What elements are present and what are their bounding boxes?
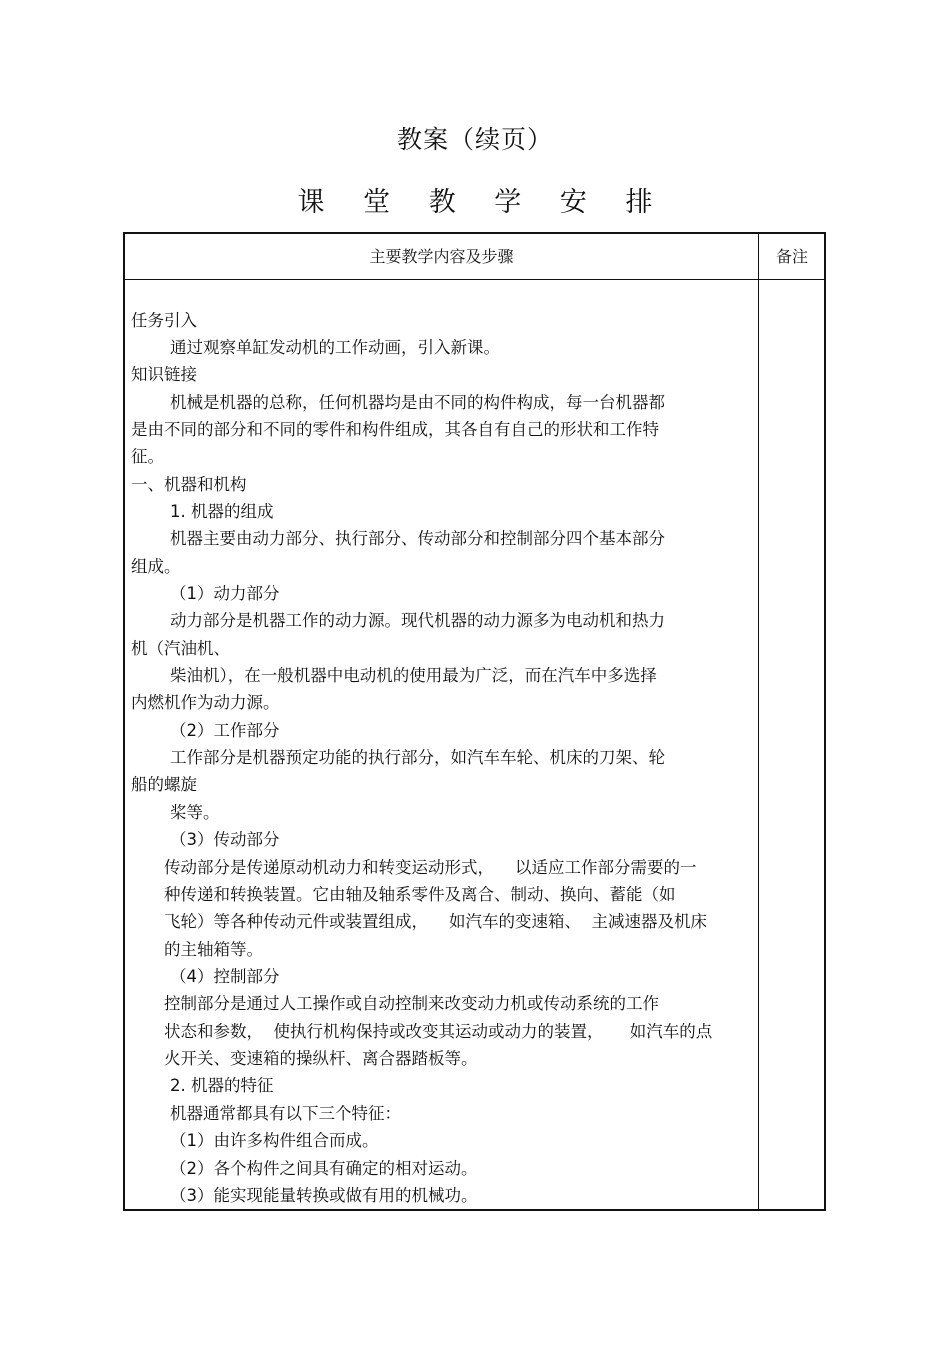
content-line: 1. 机器的组成 bbox=[170, 502, 274, 521]
content-line: 2. 机器的特征 bbox=[170, 1076, 274, 1095]
header-divider bbox=[125, 279, 824, 280]
content-line: 的主轴箱等。 bbox=[164, 940, 263, 959]
content-line: 种传递和转换装置。它由轴及轴系零件及离合、制动、换向、蓄能（如 bbox=[164, 885, 676, 904]
column-divider bbox=[758, 234, 759, 1209]
content-line: （2）各个构件之间具有确定的相对运动。 bbox=[170, 1159, 478, 1178]
page-title: 教案（续页） bbox=[396, 125, 553, 154]
content-line: （4）控制部分 bbox=[170, 967, 280, 986]
content-line: 控制部分是通过人工操作或自动控制来改变动力机或传动系统的工作 bbox=[164, 994, 659, 1013]
content-line: （3）能实现能量转换或做有用的机械功。 bbox=[170, 1186, 478, 1205]
content-line: 机（汽油机、 bbox=[131, 639, 230, 658]
section-title: 课 堂 教 学 安 排 bbox=[297, 187, 668, 218]
content-line: 动力部分是机器工作的动力源。现代机器的动力源多为电动机和热力 bbox=[170, 611, 665, 630]
content-line: 状态和参数， 使执行机构保持或改变其运动或动力的装置， 如汽车的点 bbox=[164, 1022, 713, 1041]
content-line: 柴油机），在一般机器中电动机的使用最为广泛，而在汽车中多选择 bbox=[170, 666, 657, 685]
content-line: 船的螺旋 bbox=[131, 775, 197, 794]
content-line: 任务引入 bbox=[131, 311, 197, 330]
content-line: 火开关、变速箱的操纵杆、离合器踏板等。 bbox=[164, 1049, 478, 1068]
content-line: 传动部分是传递原动机动力和转变运动形式， 以适应工作部分需要的一 bbox=[164, 858, 697, 877]
content-line: 机器通常都具有以下三个特征： bbox=[170, 1104, 401, 1123]
content-line: 机械是机器的总称，任何机器均是由不同的构件构成，每一台机器都 bbox=[170, 393, 665, 412]
content-line: 通过观察单缸发动机的工作动画，引入新课。 bbox=[170, 338, 500, 357]
content-line: （1）动力部分 bbox=[170, 584, 280, 603]
content-line: 一、机器和机构 bbox=[131, 475, 247, 494]
content-line: 是由不同的部分和不同的零件和构件组成，其各自有自己的形状和工作特 bbox=[131, 420, 659, 439]
content-line: 征。 bbox=[131, 447, 164, 466]
header-remarks: 备注 bbox=[775, 247, 808, 266]
content-line: 内燃机作为动力源。 bbox=[131, 693, 280, 712]
header-main-content: 主要教学内容及步骤 bbox=[369, 247, 514, 266]
content-line: （3）传动部分 bbox=[170, 830, 280, 849]
content-line: 桨等。 bbox=[170, 803, 220, 822]
content-line: 机器主要由动力部分、执行部分、传动部分和控制部分四个基本部分 bbox=[170, 529, 665, 548]
content-line: （1）由许多构件组合而成。 bbox=[170, 1131, 379, 1150]
content-line: 工作部分是机器预定功能的执行部分，如汽车车轮、机床的刀架、轮 bbox=[170, 748, 665, 767]
content-line: 组成。 bbox=[131, 557, 181, 576]
content-line: 飞轮）等各种传动元件或装置组成， 如汽车的变速箱、 主减速器及机床 bbox=[164, 912, 707, 931]
content-line: （2）工作部分 bbox=[170, 721, 280, 740]
content-line: 知识链接 bbox=[131, 365, 197, 384]
